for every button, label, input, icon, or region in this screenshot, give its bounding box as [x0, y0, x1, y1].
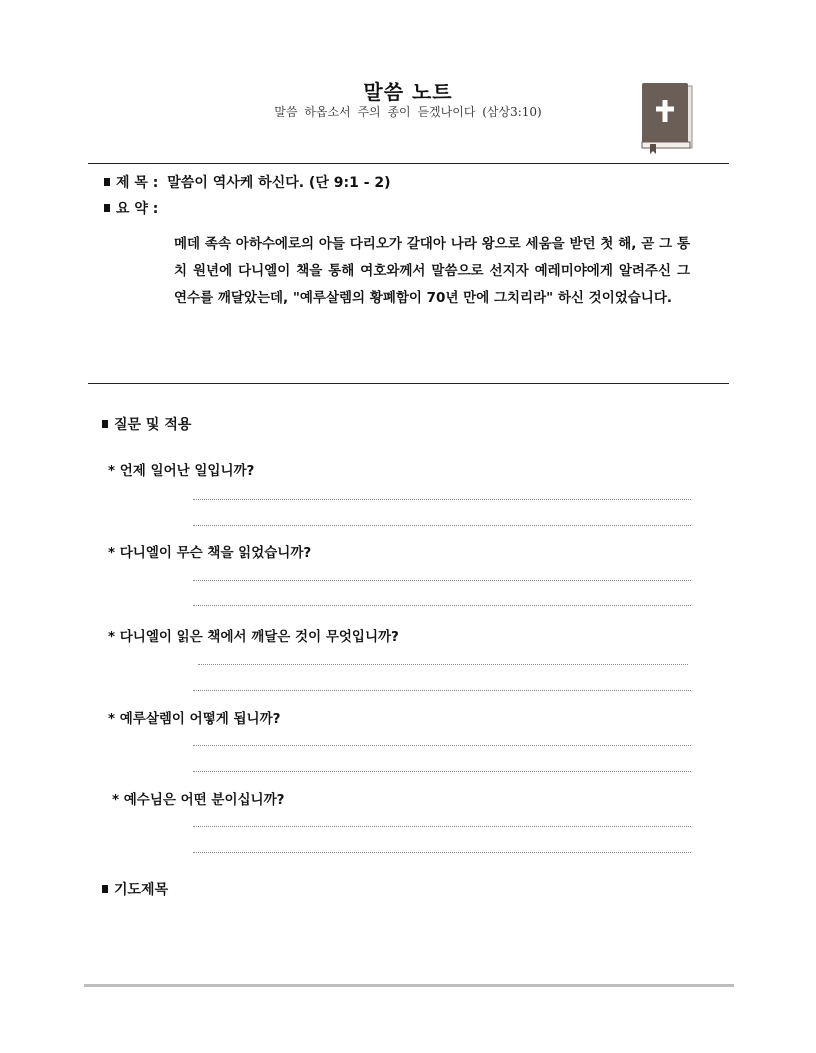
questions-heading: [102, 414, 191, 434]
question-5: * 예수님은 어떤 분이십니까?: [112, 792, 285, 808]
answer-line[interactable]: [193, 499, 691, 500]
sermon-title-text: 말씀이 역사케 하신다. (단 9:1 - 2): [167, 175, 391, 191]
questions-heading-text: 질문 및 적용: [114, 417, 192, 433]
answer-line[interactable]: [193, 605, 691, 606]
summary-text: 메데 족속 아하수에로의 아들 다리오가 갈대아 나라 왕으로 세움을 받던 첫 해, 곧 그 통치 원년에 다니엘이 책을 통해 여호와께서 말씀으로 선지자 예레미야에게 알려주신 그 연수를 깨달았는데, "예루살렘의 황폐함이 70년 만에 그치리라" 하신 것이었습니다.: [174, 236, 690, 306]
page-title: 말씀 노트: [363, 80, 453, 104]
question-3: * 다니엘이 읽은 책에서 깨달은 것이 무엇입니까?: [108, 629, 399, 645]
bible-cross-icon: [638, 82, 696, 154]
summary-label: 요 약 :: [116, 201, 159, 217]
page-subtitle: 말씀 하옵소서 주의 종이 듣겠나이다 (삼상3:10): [274, 105, 542, 119]
answer-line[interactable]: [193, 771, 691, 772]
answer-line[interactable]: [193, 525, 691, 526]
answer-line[interactable]: [193, 852, 691, 853]
square-bullet-icon: [102, 885, 108, 893]
sermon-title-row: [104, 172, 391, 192]
prayer-heading: [102, 879, 168, 899]
sermon-title-label: 제 목 :: [116, 175, 159, 191]
header-divider: [88, 163, 729, 164]
question-4: * 예루살렘이 어떻게 됩니까?: [108, 711, 281, 727]
answer-line[interactable]: [193, 580, 691, 581]
question-2: * 다니엘이 무슨 책을 읽었습니까?: [108, 545, 312, 561]
answer-line[interactable]: [193, 826, 691, 827]
prayer-heading-text: 기도제목: [114, 882, 169, 898]
question-1: * 언제 일어난 일입니까?: [108, 463, 255, 479]
footer-divider: [84, 984, 734, 987]
summary-divider: [88, 383, 729, 384]
answer-line[interactable]: [193, 690, 691, 691]
answer-line[interactable]: [198, 664, 688, 665]
answer-line[interactable]: [193, 745, 691, 746]
square-bullet-icon: [102, 420, 108, 428]
summary-row: [104, 198, 158, 218]
square-bullet-icon: [104, 178, 110, 186]
square-bullet-icon: [104, 204, 110, 212]
